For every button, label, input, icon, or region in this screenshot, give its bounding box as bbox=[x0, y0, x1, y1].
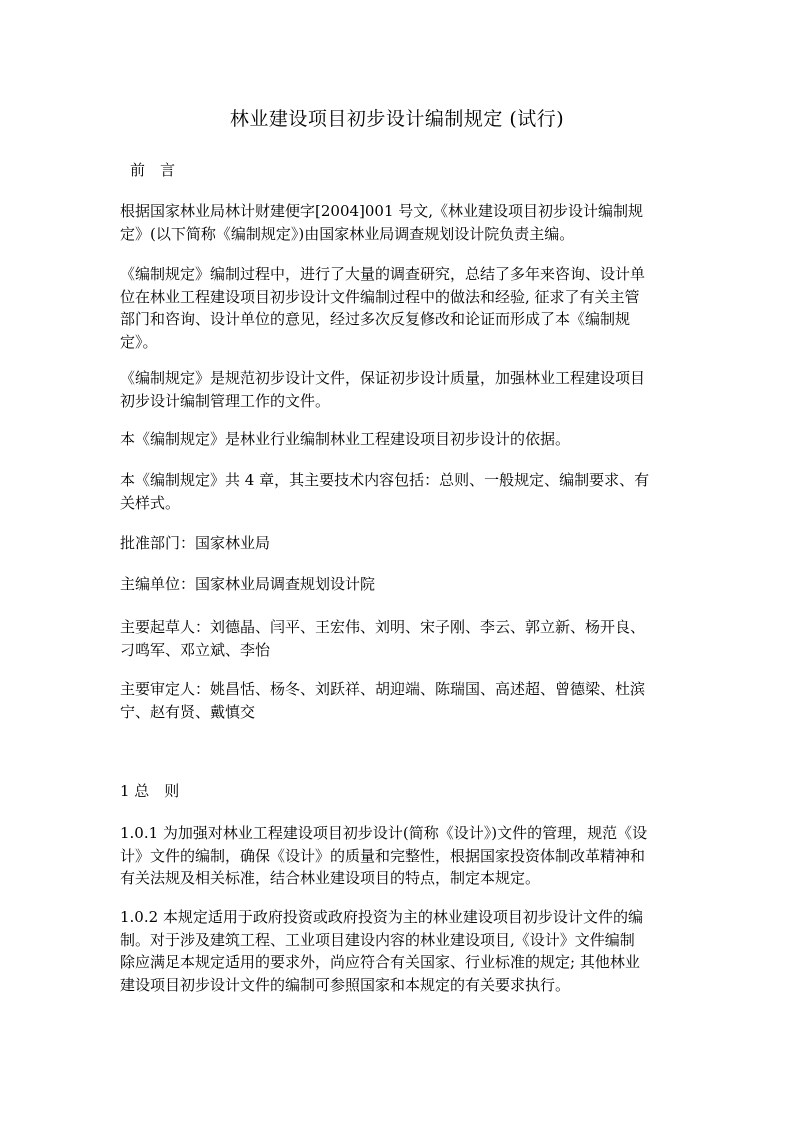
text-line: 制。对于涉及建筑工程、工业项目建设内容的林业建设项目,《设计》文件编制 bbox=[120, 930, 635, 949]
text-line: 宁、赵有贤、戴慎交 bbox=[120, 702, 256, 721]
editor-unit bbox=[120, 573, 676, 596]
text-line: 本《编制规定》共 4 章，其主要技术内容包括：总则、一般规定、编制要求、有 bbox=[120, 471, 650, 489]
text-line: 除应满足本规定适用的要求外，尚应符合有关国家、行业标准的规定; 其他林业 bbox=[120, 953, 640, 971]
text-line: 定》。 bbox=[120, 332, 158, 351]
approving-department bbox=[120, 532, 676, 555]
text-line: 建设项目初步设计文件的编制可参照国家和本规定的有关要求执行。 bbox=[120, 975, 571, 994]
clause-1-0-2 bbox=[120, 906, 676, 996]
text-line: 主要起草人：刘德晶、闫平、王宏伟、刘明、宋子刚、李云、郭立新、杨开良、 bbox=[120, 618, 646, 636]
document-title: 林业建设项目初步设计编制规定 (试行) bbox=[229, 108, 565, 130]
main-reviewers bbox=[120, 678, 676, 723]
text-line: 关样式。 bbox=[120, 493, 181, 512]
text-line: 计》文件的编制，确保《设计》的质量和完整性，根据国家投资体制改革精神和 bbox=[120, 846, 646, 865]
text-line: 1.0.2 本规定适用于政府投资或政府投资为主的林业建设项目初步设计文件的编 bbox=[120, 908, 643, 926]
clause-1-0-1 bbox=[120, 822, 676, 890]
text-line: 1.0.1 为加强对林业工程建设项目初步设计(简称《设计》)文件的管理，规范《设 bbox=[120, 824, 648, 842]
chapter-1-heading: 1 总 则 bbox=[120, 782, 180, 800]
preface-paragraph-3 bbox=[120, 367, 676, 412]
text-line: 批准部门：国家林业局 bbox=[120, 534, 271, 552]
text-line: 刁鸣军、邓立斌、李怡 bbox=[120, 640, 271, 659]
preface-paragraph-5 bbox=[120, 469, 676, 514]
text-line: 主编单位：国家林业局调查规划设计院 bbox=[120, 575, 376, 593]
text-line: 根据国家林业局林计财建便字[2004]001 号文,《林业建设项目初步设计编制规 bbox=[120, 202, 644, 220]
text-line: 本《编制规定》是林业行业编制林业工程建设项目初步设计的依据。 bbox=[120, 430, 571, 448]
text-line: 定》(以下简称《编制规定》)由国家林业局调查规划设计院负责主编。 bbox=[120, 224, 575, 243]
preface-paragraph-2 bbox=[120, 263, 676, 353]
text-line: 部门和咨询、设计单位的意见，经过多次反复修改和论证而形成了本《编制规 bbox=[120, 310, 631, 328]
preface-paragraph-1 bbox=[120, 200, 676, 245]
text-line: 初步设计编制管理工作的文件。 bbox=[120, 391, 331, 410]
preface-heading: 前 言 bbox=[130, 161, 176, 179]
text-line: 《编制规定》是规范初步设计文件，保证初步设计质量，加强林业工程建设项目 bbox=[120, 369, 646, 387]
text-line: 《编制规定》编制过程中，进行了大量的调查研究，总结了多年来咨询、设计单 bbox=[120, 265, 646, 283]
text-line: 有关法规及相关标准，结合林业建设项目的特点，制定本规定。 bbox=[120, 869, 541, 887]
text-line: 位在林业工程建设项目初步设计文件编制过程中的做法和经验, 征求了有关主管 bbox=[120, 287, 640, 306]
main-drafters bbox=[120, 616, 676, 661]
preface-paragraph-4 bbox=[120, 428, 676, 451]
text-line: 主要审定人：姚昌恬、杨冬、刘跃祥、胡迎端、陈瑞国、高述超、曾德梁、杜滨 bbox=[120, 680, 646, 698]
